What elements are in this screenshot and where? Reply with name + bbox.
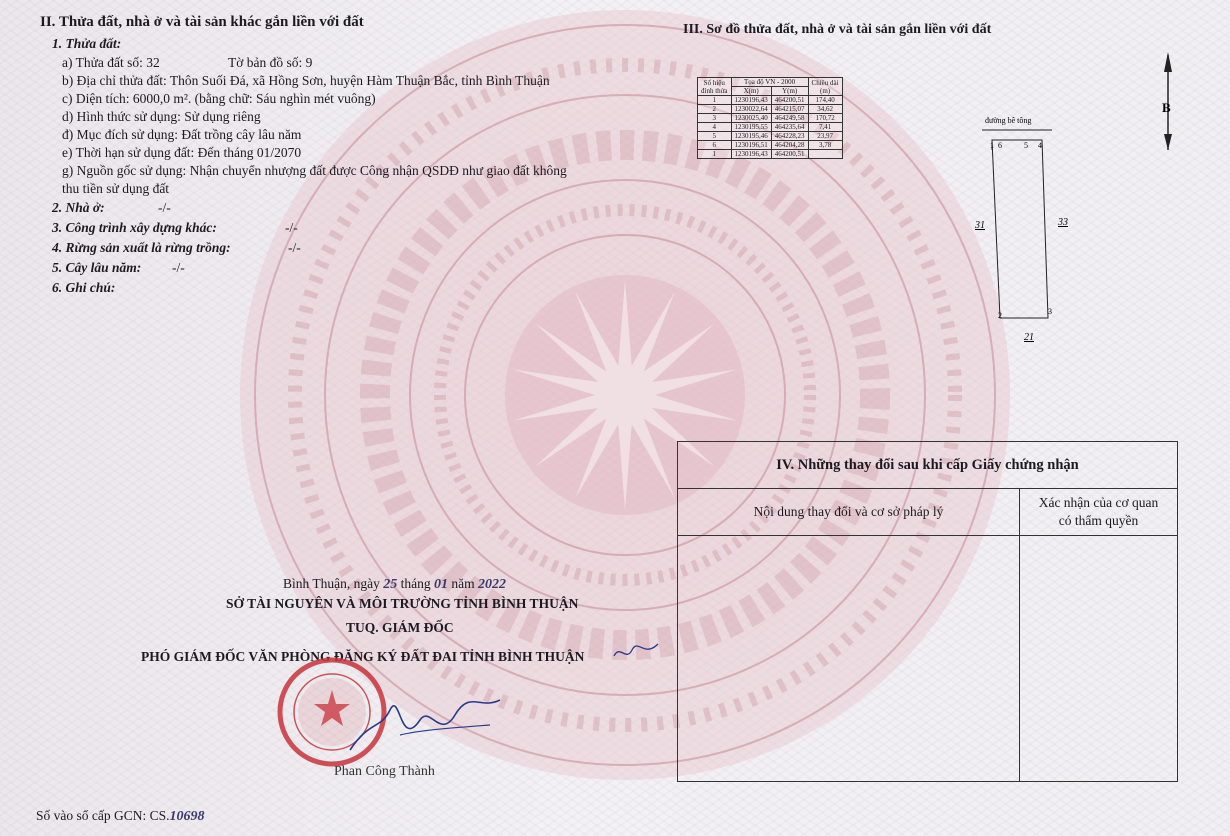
coord-cell-x: 1230025,40: [731, 114, 771, 123]
vertex-2: 2: [998, 311, 1002, 320]
coord-row: [698, 123, 843, 132]
signer-title: PHÓ GIÁM ĐỐC VĂN PHÒNG ĐĂNG KÝ ĐẤT ĐAI TỈNH BÌNH THUẬN: [141, 649, 585, 664]
changes-column-divider: [1019, 535, 1020, 781]
land-label: 1. Thửa đất:: [52, 36, 122, 51]
north-label: B: [1162, 100, 1171, 115]
house-value: -/-: [158, 200, 171, 215]
coord-header-x: X(m): [731, 87, 771, 96]
coord-cell-p: 6: [698, 141, 732, 150]
coord-header-vn2000: Tọa độ VN - 2000: [731, 78, 808, 87]
registry-number-value: 10698: [169, 809, 205, 824]
coord-cell-len: 7,41: [808, 123, 842, 132]
signing-month: 01: [434, 577, 448, 592]
bottom-parcel-number: 21: [1024, 332, 1034, 343]
coord-cell-x: 1230022,64: [731, 105, 771, 114]
vertex-4: 4: [1038, 141, 1042, 150]
land-area: c) Diện tích: 6000,0 m². (bằng chữ: Sáu nghìn mét vuông): [62, 91, 376, 106]
vertex-3: 3: [1048, 307, 1052, 316]
coord-cell-p: 2: [698, 105, 732, 114]
coord-cell-x: 1230195,55: [731, 123, 771, 132]
vertex-5: 5: [1024, 141, 1028, 150]
vertex-6: 6: [998, 141, 1002, 150]
initial-signature: [612, 636, 662, 666]
coordinate-table: [697, 77, 843, 159]
vertex-1: 1: [990, 141, 994, 150]
section-2-heading: II. Thửa đất, nhà ở và tài sản khác gắn liền với đất: [40, 14, 364, 30]
perennial-label: 5. Cây lâu năm:: [52, 260, 142, 275]
coord-cell-y: 464215,07: [771, 105, 808, 114]
coord-row: [698, 114, 843, 123]
signer-name: Phan Công Thành: [334, 764, 435, 779]
authorization-line: TUQ. GIÁM ĐỐC: [346, 620, 454, 635]
house-label: 2. Nhà ở:: [52, 200, 105, 215]
parcel-outline: [992, 140, 1048, 318]
coord-cell-y: 464249,58: [771, 114, 808, 123]
coord-cell-x: 1230196,43: [731, 150, 771, 159]
coord-cell-y: 464204,28: [771, 141, 808, 150]
land-address: b) Địa chỉ thửa đất: Thôn Suối Đá, xã Hồng Sơn, huyện Hàm Thuận Bắc, tỉnh Bình Thuận: [62, 73, 550, 88]
right-parcel-number: 33: [1058, 217, 1068, 228]
section-4-heading: IV. Những thay đổi sau khi cấp Giấy chứng nhận: [678, 442, 1177, 489]
road-label: đường bê tông: [985, 116, 1032, 125]
coord-row: [698, 96, 843, 105]
coord-row: [698, 132, 843, 141]
signing-day: 25: [383, 577, 398, 592]
construction-value: -/-: [285, 220, 298, 235]
coord-cell-y: 464200,51: [771, 96, 808, 105]
signing-place: Bình Thuận, ngày 25 tháng 01 năm 2022: [283, 576, 506, 592]
director-signature: [330, 680, 510, 770]
issuing-agency: SỞ TÀI NGUYÊN VÀ MÔI TRƯỜNG TỈNH BÌNH THUẬN: [226, 596, 579, 611]
coord-cell-len: 23,97: [808, 132, 842, 141]
coord-header-point: Số hiệu đỉnh thửa: [698, 78, 732, 96]
parcel-sketch: [960, 50, 1190, 350]
changes-table: [677, 441, 1178, 782]
coord-cell-len: 170,72: [808, 114, 842, 123]
coord-cell-y: 464200,51: [771, 150, 808, 159]
signing-year: 2022: [478, 577, 506, 592]
left-parcel-number: 31: [975, 220, 985, 231]
coord-cell-x: 1230196,51: [731, 141, 771, 150]
coord-row: [698, 150, 843, 159]
land-usage-purpose: đ) Mục đích sử dụng: Đất trồng cây lâu năm: [62, 127, 302, 142]
north-arrow-head: [1164, 52, 1172, 72]
coord-cell-y: 464228,23: [771, 132, 808, 141]
coord-cell-len: [808, 150, 842, 159]
coord-cell-x: 1230195,46: [731, 132, 771, 141]
coord-cell-p: 1: [698, 150, 732, 159]
coord-header-length: Chiều dài (m): [808, 78, 842, 96]
coord-cell-len: 3,78: [808, 141, 842, 150]
north-arrow-tail: [1164, 134, 1172, 150]
coord-cell-p: 1: [698, 96, 732, 105]
coord-cell-x: 1230196,43: [731, 96, 771, 105]
coord-row: [698, 141, 843, 150]
coord-header-y: Y(m): [771, 87, 808, 96]
coord-cell-len: 34,62: [808, 105, 842, 114]
coord-cell-len: 174,40: [808, 96, 842, 105]
notes-label: 6. Ghi chú:: [52, 280, 116, 295]
coord-cell-y: 464235,64: [771, 123, 808, 132]
land-origin: g) Nguồn gốc sử dụng: Nhận chuyển nhượng đất được Công nhận QSDĐ như giao đất không: [62, 163, 567, 178]
coord-cell-p: 5: [698, 132, 732, 141]
forest-value: -/-: [288, 240, 301, 255]
registry-number: Số vào sổ cấp GCN: CS.10698: [36, 808, 205, 824]
perennial-value: -/-: [172, 260, 185, 275]
changes-content-header: Nội dung thay đổi và cơ sở pháp lý: [678, 489, 1020, 536]
land-parcel-number: a) Thửa đất số: 32: [62, 55, 160, 70]
land-map-sheet: Tờ bản đồ số: 9: [228, 55, 313, 70]
coord-row: [698, 105, 843, 114]
land-usage-term: e) Thời hạn sử dụng đất: Đến tháng 01/2070: [62, 145, 302, 160]
changes-confirmation-header: Xác nhận của cơ quan có thẩm quyền: [1020, 489, 1177, 536]
section-3-heading: III. Sơ đồ thửa đất, nhà ở và tài sản gắn liền với đất: [683, 22, 992, 37]
forest-label: 4. Rừng sản xuất là rừng trồng:: [52, 240, 231, 255]
land-usage-form: d) Hình thức sử dụng: Sử dụng riêng: [62, 109, 261, 124]
land-origin-cont: thu tiền sử dụng đất: [62, 181, 170, 196]
construction-label: 3. Công trình xây dựng khác:: [52, 220, 217, 235]
coord-cell-p: 4: [698, 123, 732, 132]
coord-cell-p: 3: [698, 114, 732, 123]
